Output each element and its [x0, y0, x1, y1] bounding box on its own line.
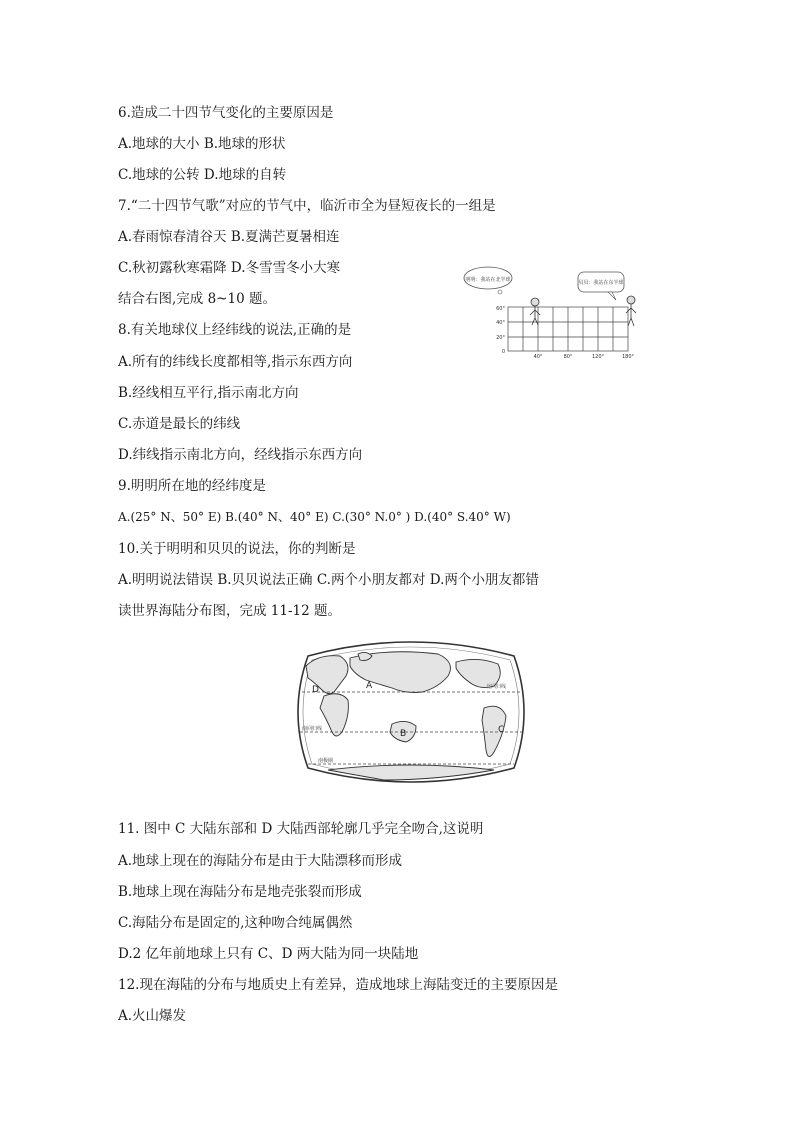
q11-option-b: B.地球上现在海陆分布是地壳张裂而形成: [118, 884, 362, 900]
q8-stem: 8.有关地球仪上经纬线的说法,正确的是: [118, 322, 352, 338]
label-C: C: [498, 725, 505, 735]
q8-option-d: D.纬线指示南北方向，经线指示东西方向: [118, 447, 363, 463]
q12-stem: 12.现在海陆的分布与地质史上有差异，造成地球上海陆变迁的主要原因是: [118, 977, 558, 993]
q8-option-b: B.经线相互平行,指示南北方向: [118, 385, 299, 401]
person-right-icon: [626, 296, 636, 326]
q8-option-a: A.所有的纬线长度都相等,指示东西方向: [118, 354, 353, 370]
x-tick-40: 40°: [533, 354, 543, 360]
q9-options: A.(25° N、50° E) B.(40° N、40° E) C.(30° N.0° ) D.(40° S.40° W): [118, 510, 511, 524]
x-tick-80: 80°: [563, 354, 573, 360]
label-B: B: [400, 729, 407, 739]
q7-options-cd: C.秋初露秋寒霜降 D.冬雪雪冬小大寒: [118, 260, 341, 276]
intro-8-10: 结合右图,完成 8~10 题。: [118, 291, 276, 307]
q8-option-c: C.赤道是最长的纬线: [118, 416, 241, 432]
label-D: D: [312, 685, 319, 695]
q10-stem: 10.关于明明和贝贝的说法，你的判断是: [118, 541, 356, 557]
y-tick-60: 60°: [496, 306, 505, 312]
q7-options-ab: A.春雨惊春清谷天 B.夏满芒夏暑相连: [118, 229, 340, 245]
person-left-icon: [530, 298, 540, 325]
label-A: A: [366, 681, 373, 691]
q6-stem: 6.造成二十四节气变化的主要原因是: [118, 105, 334, 121]
q11-option-d: D.2 亿年前地球上只有 C、D 两大陆为同一块陆地: [118, 946, 419, 962]
q7-stem: 7.“二十四节气歌”对应的节气中，临沂市全为昼短夜长的一组是: [118, 198, 496, 214]
q6-options-ab: A.地球的大小 B.地球的形状: [118, 136, 286, 152]
q6-options-cd: C.地球的公转 D.地球的自转: [118, 167, 287, 183]
bubble-right-text: 贝贝：我站在东半球: [578, 280, 624, 286]
intro-11-12: 读世界海陆分布图，完成 11-12 题。: [118, 603, 342, 619]
world-map-figure: [288, 636, 534, 788]
bubble-left-text: 明明：我站在北半球: [465, 277, 511, 283]
q9-stem: 9.明明所在地的经纬度是: [118, 478, 266, 494]
y-tick-40: 40°: [496, 320, 505, 326]
q11-option-c: C.海陆分布是固定的,这种吻合纯属偶然: [118, 915, 353, 931]
y-tick-0: 0: [501, 349, 505, 355]
q10-options: A.明明说法错误 B.贝贝说法正确 C.两个小朋友都对 D.两个小朋友都错: [118, 572, 539, 588]
antarctic-circle-label: 南极圈: [318, 758, 334, 764]
tropic-cancer-label: 北回归线: [486, 684, 507, 690]
x-tick-180: 180°: [621, 354, 635, 360]
lat-lon-grid-figure: [448, 262, 648, 362]
x-tick-120: 120°: [591, 354, 605, 360]
q11-stem: 11. 图中 C 大陆东部和 D 大陆西部轮廓几乎完全吻合,这说明: [118, 821, 484, 837]
q12-option-a: A.火山爆发: [118, 1008, 187, 1024]
y-tick-20: 20°: [496, 335, 505, 341]
tropic-capricorn-label: 南回归线: [302, 726, 323, 732]
q11-option-a: A.地球上现在的海陆分布是由于大陆漂移而形成: [118, 853, 403, 869]
